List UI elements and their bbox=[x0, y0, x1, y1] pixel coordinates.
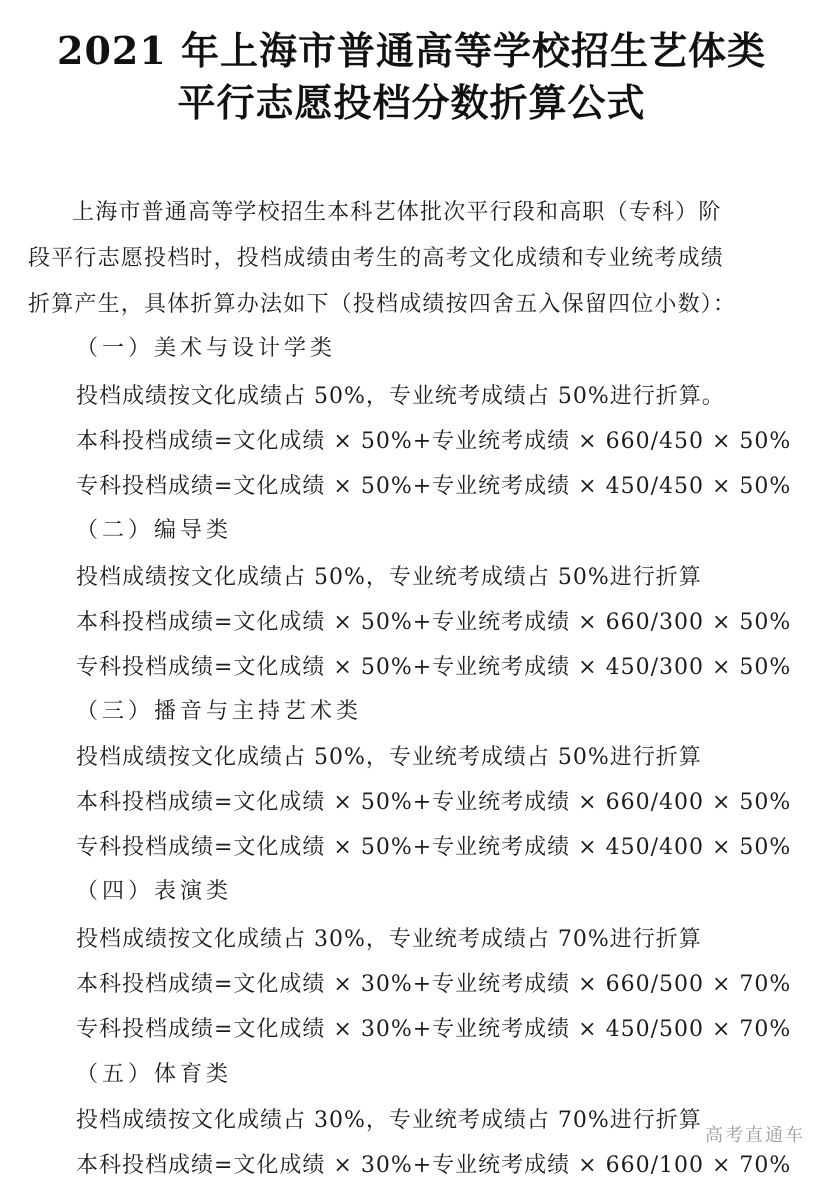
intro-line-3: 折算产生，具体折算办法如下（投档成绩按四舍五入保留四位小数）： bbox=[28, 292, 737, 317]
section-heading: （三）播音与主持艺术类 bbox=[76, 699, 363, 724]
section-rule: 投档成绩按文化成绩占 50%，专业统考成绩占 50%进行折算 bbox=[76, 745, 702, 770]
vocational-formula: 专科投档成绩=文化成绩 × 50%+专业统考成绩 × 450/300 × 50% bbox=[76, 655, 792, 680]
bachelor-formula: 本科投档成绩=文化成绩 × 50%+专业统考成绩 × 660/400 × 50% bbox=[76, 790, 792, 815]
section-rule: 投档成绩按文化成绩占 50%，专业统考成绩占 50%进行折算 bbox=[76, 565, 702, 590]
document-title-line-1: 2021 年上海市普通高等学校招生艺体类 bbox=[57, 28, 766, 73]
intro-line-2: 段平行志愿投档时，投档成绩由考生的高考文化成绩和专业统考成绩 bbox=[28, 246, 725, 271]
bachelor-formula: 本科投档成绩=文化成绩 × 50%+专业统考成绩 × 660/450 × 50% bbox=[76, 429, 792, 454]
section-rule: 投档成绩按文化成绩占 50%，专业统考成绩占 50%进行折算。 bbox=[76, 384, 725, 409]
section-heading: （一）美术与设计学类 bbox=[76, 336, 337, 361]
vocational-formula: 专科投档成绩=文化成绩 × 50%+专业统考成绩 × 450/400 × 50% bbox=[76, 835, 792, 860]
section-heading: （二）编导类 bbox=[76, 518, 233, 543]
bachelor-formula: 本科投档成绩=文化成绩 × 30%+专业统考成绩 × 660/500 × 70% bbox=[76, 972, 792, 997]
intro-line-1: 上海市普通高等学校招生本科艺体批次平行段和高职（专科）阶 bbox=[72, 200, 722, 225]
bachelor-formula: 本科投档成绩=文化成绩 × 50%+专业统考成绩 × 660/300 × 50% bbox=[76, 610, 792, 635]
section-rule: 投档成绩按文化成绩占 30%，专业统考成绩占 70%进行折算 bbox=[76, 1108, 702, 1133]
vocational-formula: 专科投档成绩=文化成绩 × 30%+专业统考成绩 × 450/500 × 70% bbox=[76, 1017, 792, 1042]
watermark: 高考直通车 bbox=[703, 1121, 807, 1147]
vocational-formula: 专科投档成绩=文化成绩 × 50%+专业统考成绩 × 450/450 × 50% bbox=[76, 474, 792, 499]
section-heading: （四）表演类 bbox=[76, 879, 233, 904]
section-heading: （五）体育类 bbox=[76, 1062, 233, 1087]
section-rule: 投档成绩按文化成绩占 30%，专业统考成绩占 70%进行折算 bbox=[76, 927, 702, 952]
document-title-line-2: 平行志愿投档分数折算公式 bbox=[177, 80, 646, 125]
intro-paragraph bbox=[28, 190, 798, 328]
bachelor-formula: 本科投档成绩=文化成绩 × 30%+专业统考成绩 × 660/100 × 70% bbox=[76, 1153, 792, 1178]
